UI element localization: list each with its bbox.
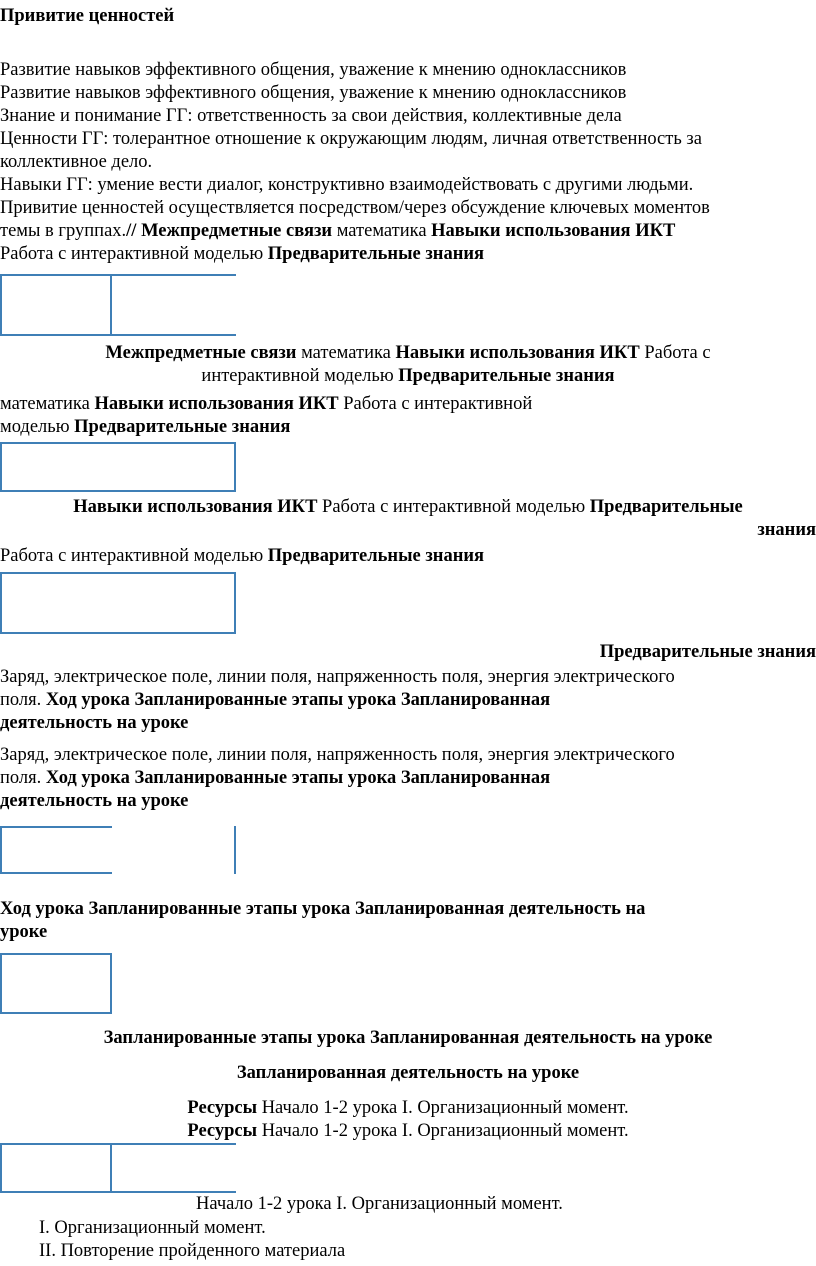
- frame-line: [110, 274, 236, 276]
- lesson-start-line: Начало 1-2 урока I. Организационный момент.: [196, 1194, 563, 1214]
- table-frame: [0, 442, 236, 492]
- list-item: II. Повторение пройденного материала: [39, 1241, 346, 1261]
- prior-knowledge-text-repeat: Заряд, электрическое поле, линии поля, напряженность поля, энергия электрического поля. Ход урока Запланированные этапы урока Запланированная деятельность на уроке: [0, 745, 675, 811]
- list-item: I. Организационный момент.: [39, 1218, 266, 1238]
- prior-knowledge-text: Заряд, электрическое поле, линии поля, напряженность поля, энергия электрического поля. Ход урока Запланированные этапы урока Запланированная деятельность на уроке: [0, 667, 675, 733]
- math-block: математика Навыки использования ИКТ Работа с интерактивной моделью Предварительные знания: [0, 394, 533, 437]
- frame-line: [234, 826, 236, 874]
- paragraph-line: Ценности ГГ: толерантное отношение к окружающим людям, личная ответственность за: [0, 129, 702, 149]
- table-frame: [0, 1143, 112, 1193]
- ict-block: Навыки использования ИКТ Работа с интерактивной моделью Предварительные знания: [73, 497, 816, 540]
- frame-line: [0, 872, 112, 874]
- table-frame: [0, 274, 112, 336]
- paragraph-line: Развитие навыков эффективного общения, уважение к мнению одноклассников: [0, 83, 627, 103]
- frame-line: [110, 1143, 236, 1145]
- values-paragraph: [0, 59, 816, 266]
- heading-text: Привитие ценностей: [0, 6, 175, 26]
- section-heading: [0, 5, 816, 28]
- lesson-plan-list: [0, 1217, 816, 1263]
- frame-line: [0, 826, 2, 874]
- paragraph-line: Знание и понимание ГГ: ответственность за свои действия, коллективные дела: [0, 106, 622, 126]
- interdisciplinary-block: Межпредметные связи математика Навыки использования ИКТ Работа с интерактивной моделью Предварительные знания: [105, 343, 711, 386]
- paragraph-line: Развитие навыков эффективного общения, уважение к мнению одноклассников: [0, 60, 627, 80]
- paragraph-line: коллективное дело.: [0, 152, 153, 172]
- paragraph-line: темы в группах.// Межпредметные связи математика Навыки использования ИКТ: [0, 221, 676, 241]
- lesson-flow-heading: Ход урока Запланированные этапы урока Запланированная деятельность на уроке: [0, 899, 646, 942]
- model-block: Работа с интерактивной моделью Предварительные знания: [0, 546, 485, 566]
- planned-activity-heading: Запланированная деятельность на уроке: [236, 1063, 580, 1083]
- table-frame: [0, 572, 236, 634]
- paragraph-line: Привитие ценностей осуществляется посредством/через обсуждение ключевых моментов: [0, 198, 710, 218]
- resources-block: Ресурсы Начало 1-2 урока I. Организационный момент. Ресурсы Начало 1-2 урока I. Организационный момент.: [187, 1098, 629, 1141]
- paragraph-line: Навыки ГГ: умение вести диалог, конструктивно взаимодействовать с другими людьми.: [0, 175, 694, 195]
- planned-stages-heading: Запланированные этапы урока Запланированная деятельность на уроке: [103, 1028, 713, 1048]
- prior-knowledge-heading: Предварительные знания: [599, 642, 816, 662]
- paragraph-line: Работа с интерактивной моделью Предварительные знания: [0, 244, 485, 264]
- frame-line: [0, 826, 112, 828]
- frame-line: [110, 334, 236, 336]
- table-frame: [0, 953, 112, 1014]
